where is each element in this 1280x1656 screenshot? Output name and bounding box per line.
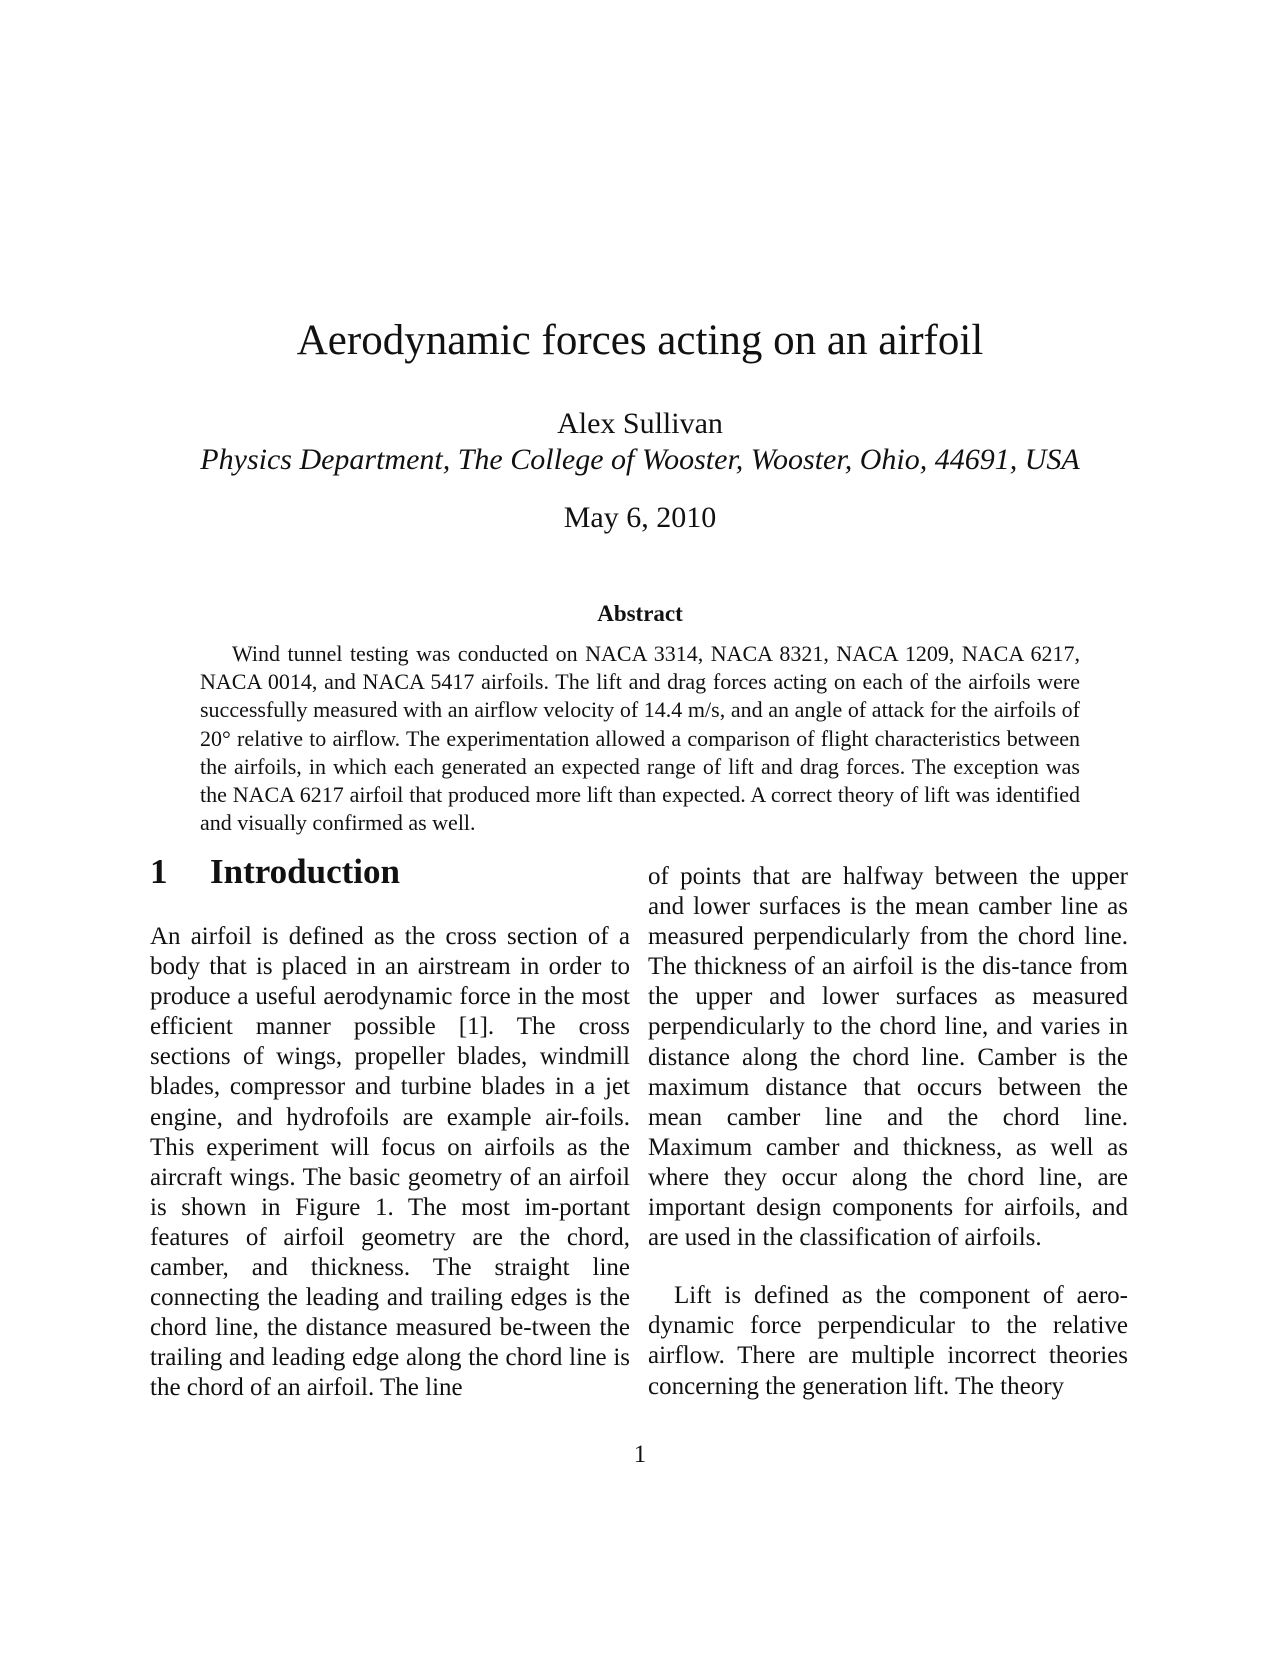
paper-title: Aerodynamic forces acting on an airfoil: [296, 317, 984, 364]
section-number: 1: [150, 852, 168, 891]
abstract-heading: Abstract: [597, 601, 683, 626]
author-affiliation: Physics Department, The College of Wooster, Wooster, Ohio, 44691, USA: [200, 443, 1080, 476]
author-name: Alex Sullivan: [557, 407, 723, 440]
left-column: [150, 850, 630, 1404]
paper-date: May 6, 2010: [563, 501, 717, 534]
abstract-text: Wind tunnel testing was conducted on NACA 3314, NACA 8321, NACA 1209, NACA 6217, NACA 0014, and NACA 5417 airfoils. The lift and drag forces acting on each of the airfoils were successfully measured with an airflow velocity of 14.4 m/s, and an angle of attack for the airfoils of 20° relative to airflow. The experimentation allowed a comparison of flight characteristics between the airfoils, in which each generated an expected range of lift and drag forces. The exception was the NACA 6217 airfoil that produced more lift than expected. A correct theory of lift was identified and visually confirmed as well.: [200, 641, 1080, 836]
intro-paragraph-right-2: Lift is defined as the component of aero-dynamic force perpendicular to the relative airflow. There are multiple incorrect theories concerning the generation lift. The theory: [648, 1282, 1128, 1400]
intro-paragraph-left: An airfoil is defined as the cross section of a body that is placed in an airstream in order to produce a useful aerodynamic force in the most efficient manner possible [1]. The cross sections of wings, propeller blades, windmill blades, compressor and turbine blades in a jet engine, and hydrofoils are example air-foils. This experiment will focus on airfoils as the aircraft wings. The basic geometry of an airfoil is shown in Figure 1. The most im-portant features of airfoil geometry are the chord, camber, and thickness. The straight line connecting the leading and trailing edges is the chord line, the distance measured be-tween the trailing and leading edge along the chord line is the chord of an airfoil. The line: [150, 923, 630, 1402]
right-column: [648, 862, 1128, 1402]
page-number: 1: [633, 1441, 647, 1468]
section-heading: [150, 850, 630, 894]
section-title: Introduction: [210, 852, 400, 891]
intro-paragraph-right-1: of points that are halfway between the upper and lower surfaces is the mean camber line as measured perpendicularly from the chord line. The thickness of an airfoil is the dis-tance from the upper and lower surfaces as measured perpendicularly to the chord line, and varies in distance along the chord line. Camber is the maximum distance that occurs between the mean camber line and the chord line. Maximum camber and thickness, as well as where they occur along the chord line, are important design components for airfoils, and are used in the classification of airfoils.: [648, 863, 1128, 1252]
